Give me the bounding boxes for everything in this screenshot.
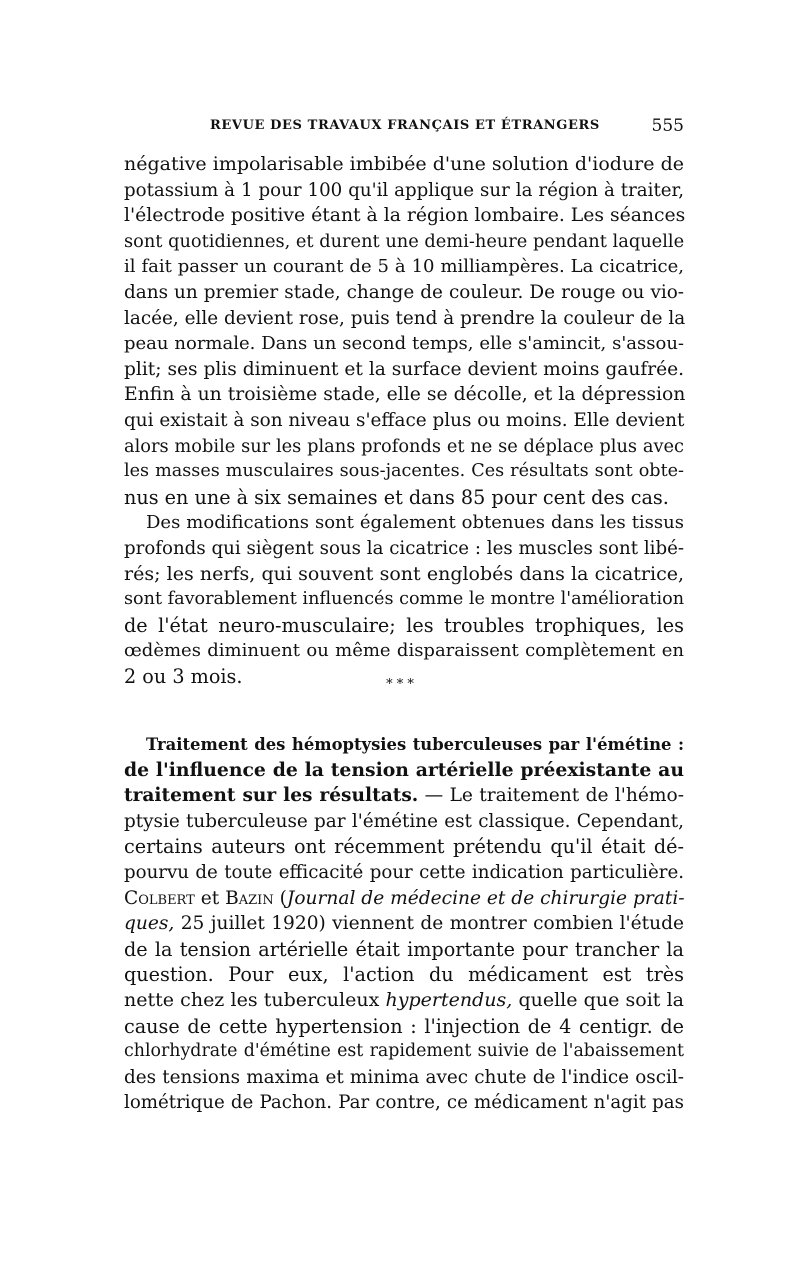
text-fragment: quelle que soit la [512,988,684,1011]
text-line: des tensions maxima et minima avec chute de l'indice oscil- [124,1066,684,1088]
text-line: dans un premier stade, change de couleur. De rouge ou vio- [124,281,684,303]
text-line: question. Pour eux, l'action du médicament est très [124,963,684,987]
text-line: de la tension artérielle était importante pour trancher la [124,937,684,961]
text-line: certains auteurs ont récemment prétendu qu'il était dé- [124,835,684,859]
section-title-end: traitement sur les résultats. [124,785,419,807]
text-fragment: — Le traitement de l'hémo- [418,785,685,807]
text-line: pourvu de toute efficacité pour cette indication particulière. [124,861,684,883]
text-line: l'électrode positive étant à la région lombaire. Les séances [124,205,686,227]
text-fragment: et [194,887,226,909]
text-line: sont favorablement influencés comme le montre l'amélioration [124,589,685,610]
text-line: nus en une à six semaines et dans 85 pour cent des cas. [124,485,669,509]
author-name: Bazin [225,887,274,909]
text-fragment: nette chez les tuberculeux [124,988,386,1011]
text-line [124,988,684,1014]
text-line: lométrique de Pachon. Par contre, ce médicament n'agit pas [124,1092,684,1114]
author-name: Colbert [124,887,195,909]
text-line: cause de cette hypertension : l'injection de 4 centigr. de [124,1014,684,1038]
text-line: alors mobile sur les plans profonds et ne se déplace plus avec [124,435,684,457]
text-line: peau normale. Dans un second temps, elle s'amincit, s'assou- [124,333,684,355]
text-line: profonds qui siègent sous la cicatrice : les muscles sont libé- [124,537,684,559]
text-line [124,783,684,809]
body-text [124,152,684,689]
running-head: REVUE DES TRAVAUX FRANÇAIS ET ÉTRANGERS [210,118,600,133]
journal-title: Journal de médecine et de chirurgie prati- [286,887,685,909]
text-line: il fait passer un courant de 5 à 10 milliampères. La cicatrice, [124,256,684,278]
section-title-line: de l'influence de la tension artérielle préexistante au [124,758,684,781]
text-line: chlorhydrate d'émétine est rapidement suivie de l'abaissement [124,1041,684,1062]
section-separator-asterism: * * * [386,677,414,692]
journal-title-cont: ques, [124,913,175,935]
paragraph-2 [124,510,684,689]
page-number: 555 [651,116,684,136]
text-line: 2 ou 3 mois. [124,664,243,688]
text-line: de l'état neuro-musculaire; les troubles trophiques, les [124,613,684,637]
text-line: Des modifications sont également obtenues dans les tissus [146,512,684,534]
text-line [124,911,684,937]
text-line: qui existait à son niveau s'efface plus ou moins. Elle devient [124,409,685,431]
paragraph-1 [124,152,684,510]
text-line: Enfin à un troisième stade, elle se décolle, et la dépression [124,384,686,406]
text-line: rés; les nerfs, qui souvent sont englobés dans la cicatrice, [124,562,684,585]
text-line [124,886,684,912]
text-line: lacée, elle devient rose, puis tend à prendre la couleur de la [124,307,686,329]
text-fragment: ( [273,887,287,909]
text-line: les masses musculaires sous-jacentes. Ces résultats sont obte- [124,461,684,482]
section-hemoptysis [124,732,684,1116]
text-line: plit; ses plis diminuent et la surface devient moins gaufrée. [124,358,685,380]
text-line: potassium à 1 pour 100 qu'il applique sur la région à traiter, [124,179,684,201]
emphasis: hypertendus, [385,988,513,1011]
text-line: ptysie tuberculeuse par l'émétine est classique. Cependant, [124,810,684,832]
text-line: sont quotidiennes, et durent une demi-heure pendant laquelle [124,230,685,252]
text-line: œdèmes diminuent ou même disparaissent complètement en [124,640,684,662]
section-title-line: Traitement des hémoptysies tuberculeuses par l'émétine : [146,735,684,754]
page-header [124,118,684,142]
text-fragment: 25 juillet 1920) viennent de montrer combien l'étude [174,913,684,935]
text-line: négative impolarisable imbibée d'une solution d'iodure de [124,153,684,175]
